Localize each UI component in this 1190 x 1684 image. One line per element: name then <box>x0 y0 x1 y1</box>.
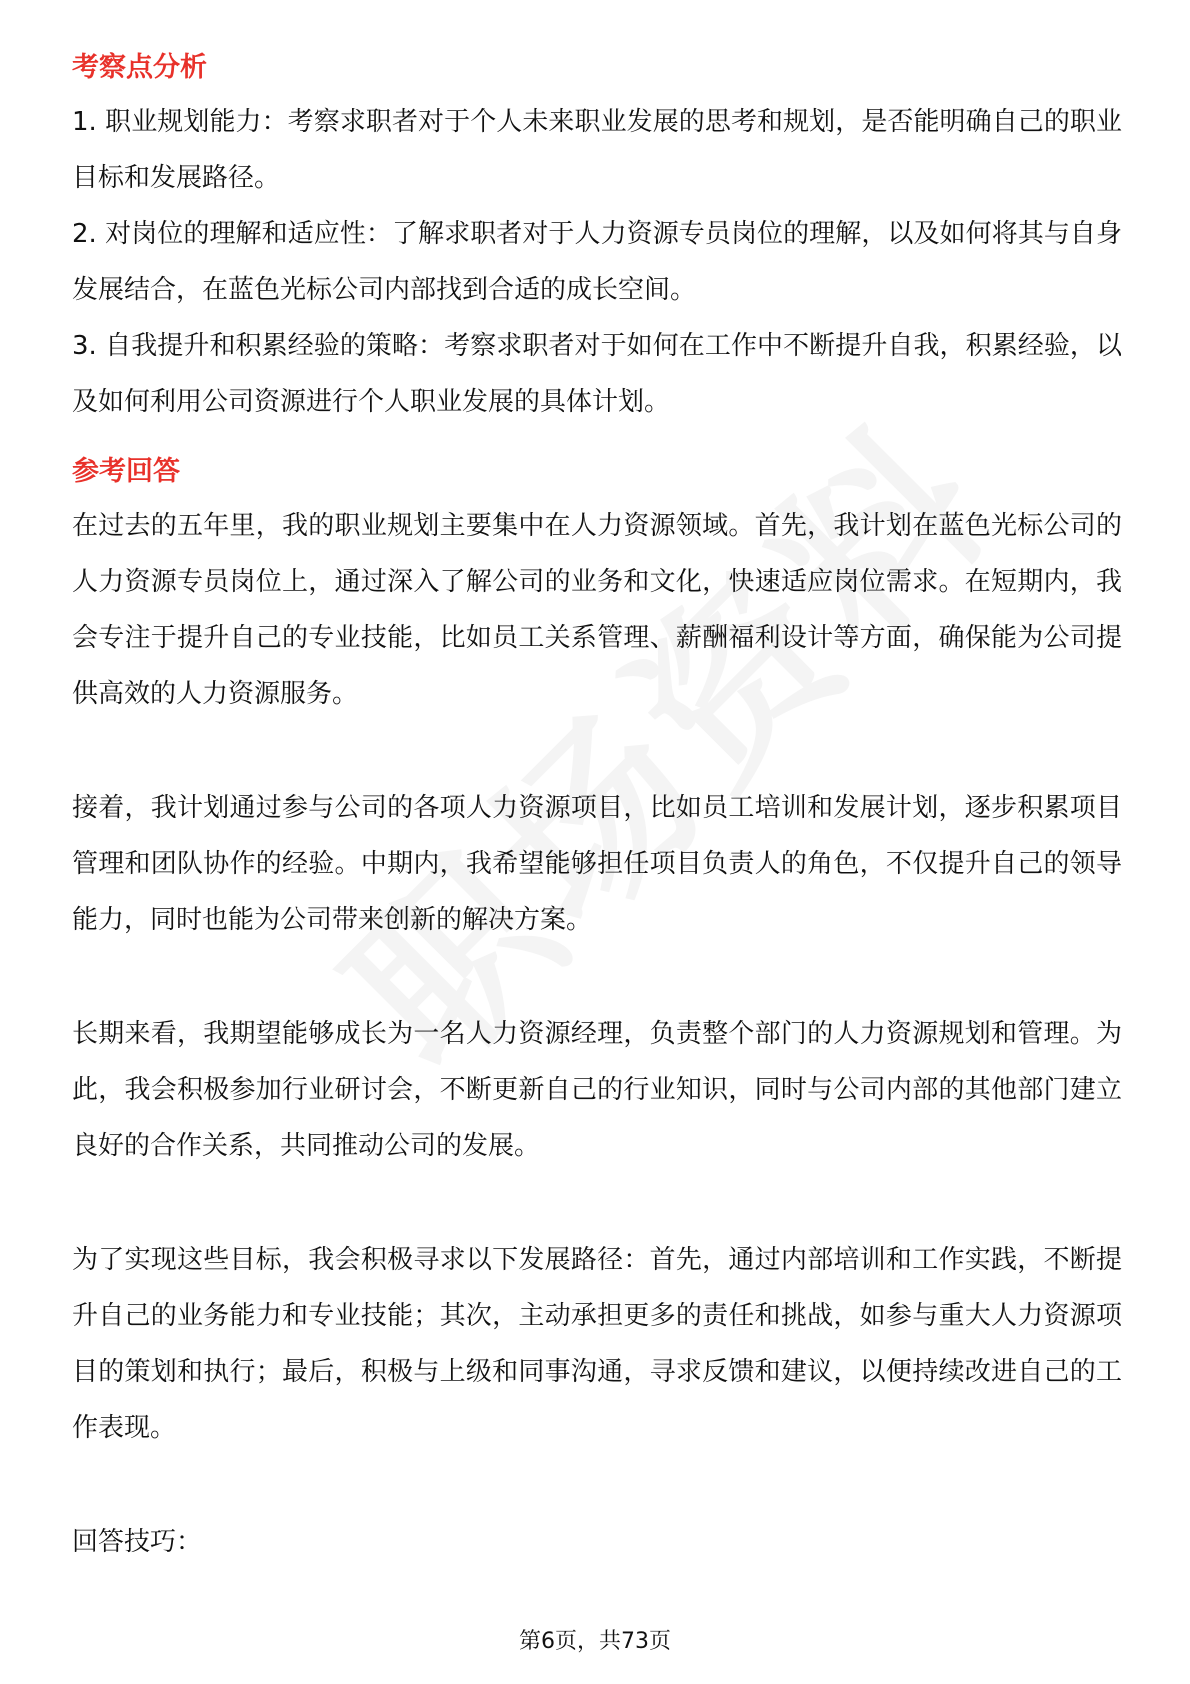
analysis-item: 3. 自我提升和积累经验的策略：考察求职者对于如何在工作中不断提升自我，积累经验，以及如何利用公司资源进行个人职业发展的具体计划。 <box>72 331 1122 417</box>
tips-label: 回答技巧： <box>72 1527 203 1557</box>
answer-paragraph: 接着，我计划通过参与公司的各项人力资源项目，比如员工培训和发展计划，逐步积累项目管理和团队协作的经验。中期内，我希望能够担任项目负责人的角色，不仅提升自己的领导能力，同时也能为公司带来创新的解决方案。 <box>72 793 1122 935</box>
page-content <box>72 48 1122 1570</box>
answer-paragraph: 为了实现这些目标，我会积极寻求以下发展路径：首先，通过内部培训和工作实践，不断提升自己的业务能力和专业技能；其次，主动承担更多的责任和挑战，如参与重大人力资源项目的策划和执行；最后，积极与上级和同事沟通，寻求反馈和建议，以便持续改进自己的工作表现。 <box>72 1245 1122 1443</box>
answer-paragraph: 在过去的五年里，我的职业规划主要集中在人力资源领域。首先，我计划在蓝色光标公司的人力资源专员岗位上，通过深入了解公司的业务和文化，快速适应岗位需求。在短期内，我会专注于提升自己的专业技能，比如员工关系管理、薪酬福利设计等方面，确保能为公司提供高效的人力资源服务。 <box>72 511 1122 709</box>
analysis-item: 2. 对岗位的理解和适应性：了解求职者对于人力资源专员岗位的理解，以及如何将其与自身发展结合，在蓝色光标公司内部找到合适的成长空间。 <box>72 219 1122 305</box>
answer-paragraph: 长期来看，我期望能够成长为一名人力资源经理，负责整个部门的人力资源规划和管理。为此，我会积极参加行业研讨会，不断更新自己的行业知识，同时与公司内部的其他部门建立良好的合作关系，共同推动公司的发展。 <box>72 1019 1122 1161</box>
answer-heading: 参考回答 <box>72 456 180 487</box>
analysis-item: 1. 职业规划能力：考察求职者对于个人未来职业发展的思考和规划，是否能明确自己的职业目标和发展路径。 <box>72 107 1122 193</box>
analysis-heading: 考察点分析 <box>72 52 207 83</box>
page-number: 第6页，共73页 <box>519 1629 671 1654</box>
